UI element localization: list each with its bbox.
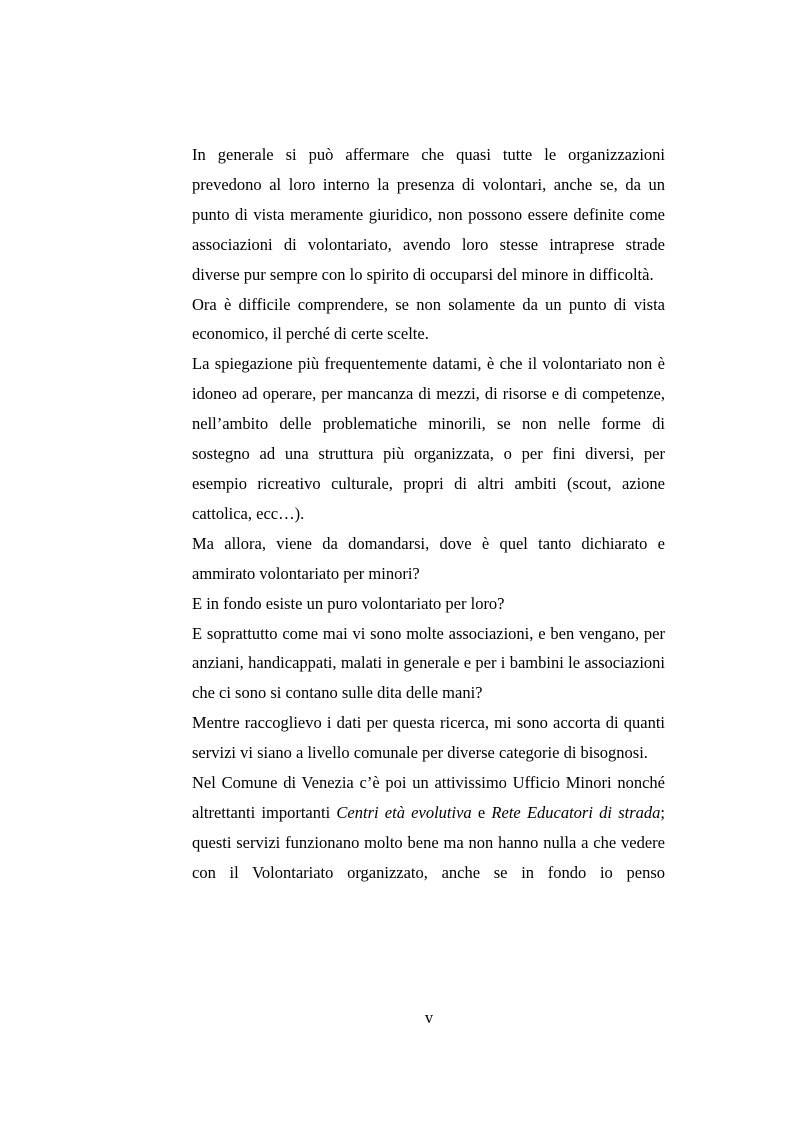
paragraph: In generale si può affermare che quasi tutte le organizzazioni prevedono al loro interno la presenza di volontari, anche se, da un punto di vista meramente giuridico, non possono essere definite come associazioni di volontariato, avendo loro stesse intraprese strade diverse pur sempre con lo spirito di occuparsi del minore in difficoltà. <box>192 145 665 284</box>
paragraph-text: Nel Comune di Venezia c’è poi un attivissimo Ufficio Minori nonché altrettanti importanti <box>192 773 665 822</box>
italic-term-centri: Centri età evolutiva <box>336 802 472 822</box>
paragraph: Ma allora, viene da domandarsi, dove è quel tanto dichiarato e ammirato volontariato per minori? <box>192 533 665 583</box>
body-text <box>192 140 665 888</box>
paragraph: Ora è difficile comprendere, se non solamente da un punto di vista economico, il perché di certe scelte. <box>192 294 665 344</box>
paragraph: Mentre raccoglievo i dati per questa ricerca, mi sono accorta di quanti servizi vi siano a livello comunale per diverse categorie di bisognosi. <box>192 713 665 763</box>
paragraph: E in fondo esiste un puro volontariato per loro? <box>192 593 505 613</box>
paragraph: E soprattutto come mai vi sono molte associazioni, e ben vengano, per anziani, handicappati, malati in generale e per i bambini le associazioni che ci sono si contano sulle dita delle mani? <box>192 623 665 703</box>
paragraph-continued <box>192 768 665 888</box>
paragraph-text: e <box>471 802 492 822</box>
paragraph: La spiegazione più frequentemente datami, è che il volontariato non è idoneo ad operare, per mancanza di mezzi, di risorse e di competenze, nell’ambito delle problematiche minorili, se non nelle forme di sostegno ad una struttura più organizzata, o per fini diversi, per esempio ricreativo culturale, propri di altri ambiti (scout, azione cattolica, ecc…). <box>192 354 665 523</box>
paragraph-text: ; questi servizi funzionano molto bene ma non hanno nulla a che vedere con il Volontariato organizzato, anche se in fondo io penso <box>192 802 665 882</box>
italic-term-rete: Rete Educatori di strada <box>491 802 661 822</box>
page-number: v <box>424 1008 434 1027</box>
